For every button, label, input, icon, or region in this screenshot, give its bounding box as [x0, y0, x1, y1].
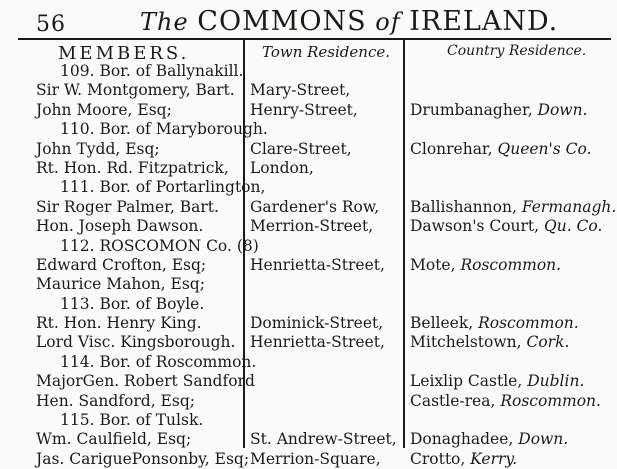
page-title [140, 6, 558, 37]
country-residence-name: Belleek, [410, 314, 479, 333]
member-name: Lord Visc. Kingsborough. [36, 333, 236, 352]
column-header-country: Country Residence. [447, 43, 587, 59]
table-row [0, 372, 617, 391]
country-residence [410, 392, 601, 411]
table-row [0, 353, 617, 372]
column-header-members: MEMBERS. [58, 43, 190, 64]
member-name: Rt. Hon. Henry King. [36, 314, 202, 333]
member-name: Wm. Caulfield, Esq; [36, 430, 192, 449]
table-row [0, 198, 617, 217]
table-row [0, 256, 617, 275]
country-residence-name: Donaghadee, [410, 430, 519, 449]
country-residence [410, 314, 579, 333]
table-row [0, 295, 617, 314]
member-name: Hen. Sandford, Esq; [36, 391, 195, 410]
page-number: 56 [36, 12, 66, 37]
town-residence: Dominick-Street, [250, 314, 384, 333]
country-residence [410, 430, 568, 449]
member-name: Rt. Hon. Rd. Fitzpatrick, [36, 158, 229, 177]
title-prefix: The [140, 8, 198, 36]
town-residence: Henrietta-Street, [250, 333, 385, 352]
table-row [0, 120, 617, 139]
table-row [0, 275, 617, 294]
table-row [0, 178, 617, 197]
town-residence: Gardener's Row, [250, 197, 380, 216]
member-name: Sir Roger Palmer, Bart. [36, 197, 219, 216]
member-name: Jas. CariguePonsonby, Esq; [36, 449, 250, 468]
borough-heading: 111. Bor. of Portarlington, [60, 178, 266, 197]
country-residence-name: Mote, [410, 255, 461, 274]
country-residence [410, 450, 517, 469]
country-residence-county: Down. [537, 100, 588, 119]
country-residence-county: Roscommon. [460, 255, 562, 274]
borough-heading: 110. Bor. of Maryborough. [60, 120, 268, 139]
town-residence: Merrion-Square, [250, 449, 381, 468]
title-main: COMMONS [197, 6, 367, 37]
country-residence [410, 217, 602, 236]
table-row [0, 101, 617, 120]
country-residence-name: Ballishannon, [410, 197, 522, 216]
member-name: Hon. Joseph Dawson. [36, 217, 204, 236]
country-residence-name: Leixlip Castle, [410, 372, 528, 391]
country-residence [410, 198, 616, 217]
country-residence [410, 101, 587, 120]
country-residence-name: Crotto, [410, 449, 471, 468]
table-row [0, 392, 617, 411]
country-residence [410, 256, 561, 275]
table-row [0, 62, 617, 81]
title-end: IRELAND. [409, 6, 559, 37]
column-header-town: Town Residence. [262, 43, 390, 61]
member-name: MajorGen. Robert Sandford [36, 372, 255, 391]
town-residence: Clare-Street, [250, 139, 352, 158]
town-residence: Henry-Street, [250, 100, 358, 119]
title-of: of [366, 8, 410, 36]
country-residence [410, 333, 569, 352]
country-residence-county: Queen's Co. [497, 139, 592, 158]
member-name: Edward Crofton, Esq; [36, 255, 207, 274]
town-residence: Mary-Street, [250, 81, 351, 100]
table-row [0, 314, 617, 333]
town-residence: London, [250, 158, 314, 177]
borough-heading: 112. ROSCOMON Co. (8) [60, 236, 259, 255]
town-residence: St. Andrew-Street, [250, 430, 397, 449]
country-residence [410, 372, 584, 391]
country-residence-county: Kerry. [470, 449, 518, 468]
member-name: Maurice Mahon, Esq; [36, 275, 205, 294]
table-row [0, 430, 617, 449]
town-residence: Henrietta-Street, [250, 255, 385, 274]
town-residence: Merrion-Street, [250, 217, 374, 236]
country-residence-name: Mitchelstown, [410, 333, 527, 352]
borough-heading: 109. Bor. of Ballynakill. [60, 62, 244, 80]
table-row [0, 237, 617, 256]
borough-heading: 115. Bor. of Tulsk. [60, 411, 204, 430]
country-residence [410, 140, 592, 159]
country-residence-name: Clonrehar, [410, 139, 498, 158]
member-table [0, 62, 617, 469]
country-residence-county: Fermanagh. [521, 197, 617, 216]
country-residence-county: Dublin. [527, 372, 585, 391]
table-row [0, 411, 617, 430]
table-row [0, 450, 617, 469]
country-residence-county: Roscommon. [478, 314, 579, 333]
table-row [0, 159, 617, 178]
country-residence-name: Dawson's Court, [410, 217, 545, 236]
header-rule [18, 38, 611, 40]
table-row [0, 333, 617, 352]
borough-heading: 114. Bor. of Roscommon. [60, 352, 257, 371]
table-row [0, 140, 617, 159]
table-row [0, 217, 617, 236]
table-row [0, 81, 617, 100]
country-residence-name: Drumbanagher, [410, 100, 538, 119]
country-residence-county: Down. [518, 430, 569, 449]
country-residence-county: Qu. Co. [544, 217, 603, 236]
country-residence-name: Castle-rea, [410, 391, 501, 410]
member-name: Sir W. Montgomery, Bart. [36, 81, 235, 100]
member-name: John Tydd, Esq; [36, 139, 160, 158]
country-residence-county: Roscommon. [500, 391, 601, 410]
borough-heading: 113. Bor. of Boyle. [60, 294, 205, 313]
member-name: John Moore, Esq; [36, 100, 172, 119]
country-residence-county: Cork. [526, 333, 570, 352]
